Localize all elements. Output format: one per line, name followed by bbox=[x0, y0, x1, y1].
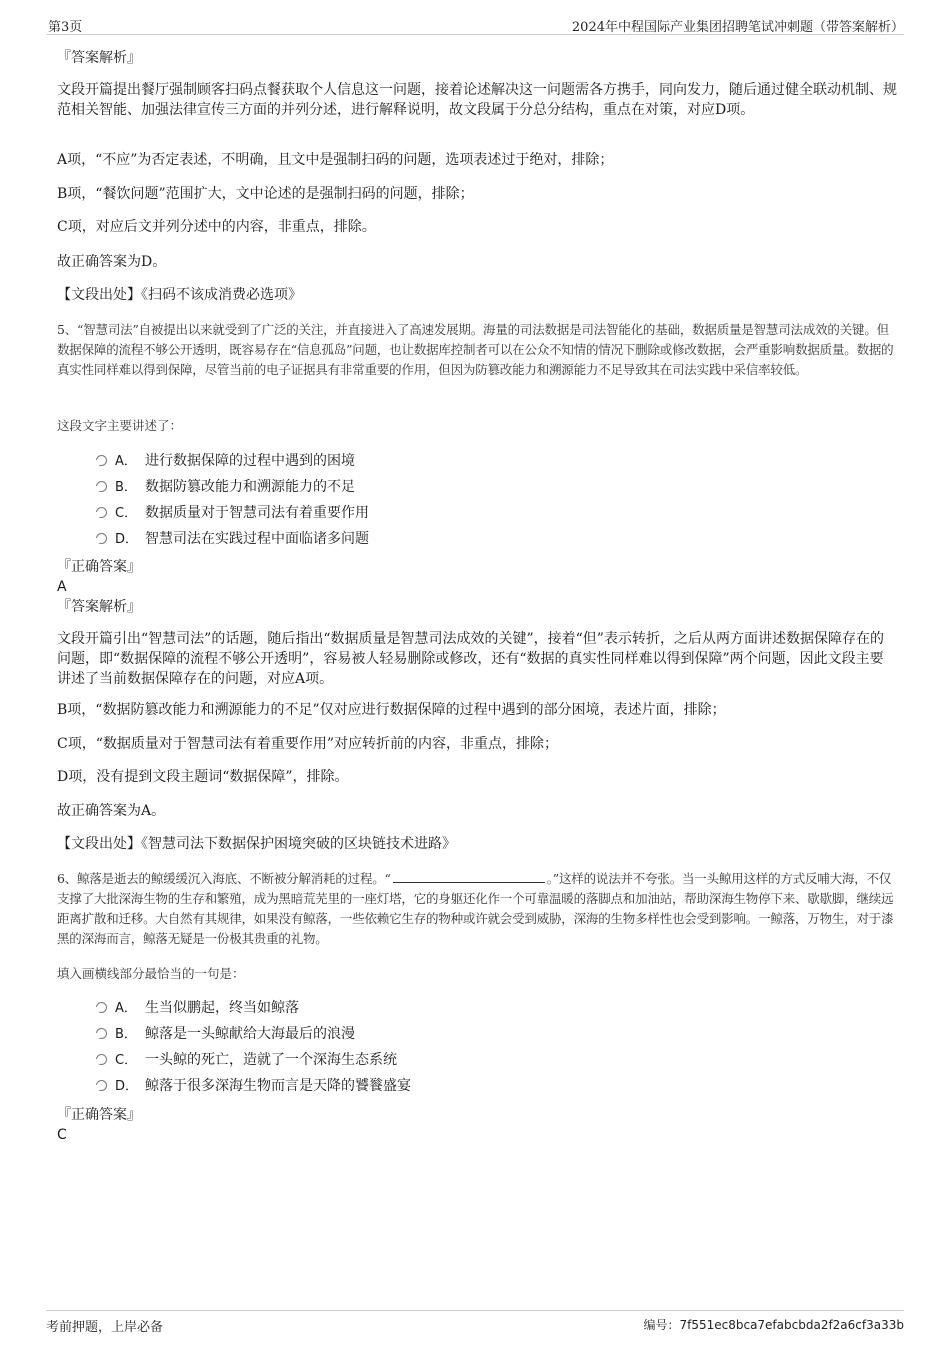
q5-source: 【文段出处】《智慧司法下数据保护困境突破的区块链技术进路》 bbox=[57, 836, 456, 852]
q4-analysis-label: 『答案解析』 bbox=[57, 50, 141, 66]
q4-conclusion: 故正确答案为D。 bbox=[57, 254, 167, 270]
q5-conclusion: 故正确答案为A。 bbox=[57, 803, 166, 819]
page-header bbox=[46, 12, 904, 35]
radio-icon[interactable] bbox=[96, 1028, 107, 1039]
q6-prompt: 填入画横线部分最恰当的一句是： bbox=[57, 966, 245, 981]
radio-icon[interactable] bbox=[96, 533, 107, 544]
q5-answer-label: 『正确答案』 bbox=[57, 559, 141, 575]
footer-slogan: 考前押题，上岸必备 bbox=[46, 1320, 164, 1335]
q6-answer: C bbox=[57, 1127, 67, 1143]
q4-analysis-b: B项，“餐饮问题”范围扩大，文中论述的是强制扫码的问题，排除； bbox=[57, 186, 474, 202]
fill-in-blank bbox=[393, 870, 545, 883]
q6-option-d[interactable]: D． 鲸落于很多深海生物而言是天降的饕餮盛宴 bbox=[96, 1076, 411, 1096]
q4-source: 【文段出处】《扫码不该成消费必选项》 bbox=[57, 287, 302, 303]
q4-analysis-c: C项，对应后文并列分述中的内容，非重点，排除。 bbox=[57, 219, 376, 235]
q5-option-c[interactable]: C． 数据质量对于智慧司法有着重要作用 bbox=[96, 503, 369, 523]
radio-icon[interactable] bbox=[96, 455, 107, 466]
radio-icon[interactable] bbox=[96, 507, 107, 518]
page-number: 第3页 bbox=[48, 20, 83, 35]
q4-analysis-a: A项，“不应”为否定表述，不明确，且文中是强制扫码的问题，选项表述过于绝对，排除； bbox=[57, 152, 614, 168]
q4-analysis-paragraph: 文段开篇提出餐厅强制顾客扫码点餐获取个人信息这一问题，接着论述解决这一问题需各方携手，同向发力，随后通过健全联动机制、规范相关智能、加强法律宣传三方面的并列分述，进行解释说明，故文段属于分总分结构，重点在对策，对应D项。 bbox=[57, 82, 897, 118]
page-footer bbox=[46, 1310, 904, 1335]
q5-answer: A bbox=[57, 579, 67, 595]
q5-option-b[interactable]: B． 数据防篡改能力和溯源能力的不足 bbox=[96, 477, 355, 497]
q5-analysis-label: 『答案解析』 bbox=[57, 599, 141, 615]
q5-option-d[interactable]: D． 智慧司法在实践过程中面临诸多问题 bbox=[96, 529, 369, 549]
q6-stem: 6、鲸落是逝去的鲸缓缓沉入海底、不断被分解消耗的过程。“ 。”这样的说法并不夸张。当一头鲸用这样的方式反哺大海，不仅支撑了大批深海生物的生存和繁殖，成为黑暗荒芜里的一座灯塔，它的身躯还化作一个可靠温暖的落脚点和加油站，帮助深海生物停下来、歇歇脚，继续远距离扩散和迁移。大自然有其规律，如果没有鲸落，一些依赖它生存的物种或许就会受到威胁，深海的生物多样性也会受到影响。一鲸落，万物生，对于漆黑的深海而言，鲸落无疑是一份极其贵重的礼物。 bbox=[57, 871, 894, 946]
q6-answer-label: 『正确答案』 bbox=[57, 1107, 141, 1123]
q5-stem: 5、“智慧司法”自被提出以来就受到了广泛的关注，并直接进入了高速发展期。海量的司法数据是司法智能化的基础，数据质量是智慧司法成效的关键。但数据保障的流程不够公开透明，既容易存在“信息孤岛”问题，也让数据库控制者可以在公众不知情的情况下删除或修改数据，会严重影响数据质量。数据的真实性同样难以得到保障，尽管当前的电子证据具有非常重要的作用，但因为防篡改能力和溯源能力不足导致其在司法实践中采信率较低。 bbox=[57, 322, 894, 377]
document-title: 2024年中程国际产业集团招聘笔试冲刺题（带答案解析） bbox=[571, 20, 904, 35]
q5-analysis-d: D项，没有提到文段主题词“数据保障”，排除。 bbox=[57, 769, 349, 785]
q6-option-b[interactable]: B． 鲸落是一头鲸献给大海最后的浪漫 bbox=[96, 1024, 355, 1044]
radio-icon[interactable] bbox=[96, 1080, 107, 1091]
q5-option-a[interactable]: A． 进行数据保障的过程中遇到的困境 bbox=[96, 451, 355, 471]
document-id: 编号：7f551ec8bca7efabcbda2f2a6cf3a33b bbox=[643, 1318, 904, 1332]
q5-analysis-paragraph: 文段开篇引出“智慧司法”的话题，随后指出“数据质量是智慧司法成效的关键”，接着“但”表示转折，之后从两方面讲述数据保障存在的问题，即“数据保障的流程不够公开透明”，容易被人轻易删除或修改，还有“数据的真实性同样难以得到保障”两个问题，因此文段主要讲述了当前数据保障存在的问题，对应A项。 bbox=[57, 631, 884, 687]
q5-analysis-b: B项，“数据防篡改能力和溯源能力的不足”仅对应进行数据保障的过程中遇到的部分困境，表述片面，排除； bbox=[57, 702, 726, 718]
q6-option-c[interactable]: C． 一头鲸的死亡，造就了一个深海生态系统 bbox=[96, 1050, 397, 1070]
q5-analysis-c: C项，“数据质量对于智慧司法有着重要作用”对应转折前的内容，非重点，排除； bbox=[57, 736, 559, 752]
radio-icon[interactable] bbox=[96, 1002, 107, 1013]
radio-icon[interactable] bbox=[96, 481, 107, 492]
q6-option-a[interactable]: A． 生当似鹏起，终当如鲸落 bbox=[96, 998, 299, 1018]
q5-prompt: 这段文字主要讲述了： bbox=[57, 418, 183, 433]
radio-icon[interactable] bbox=[96, 1054, 107, 1065]
